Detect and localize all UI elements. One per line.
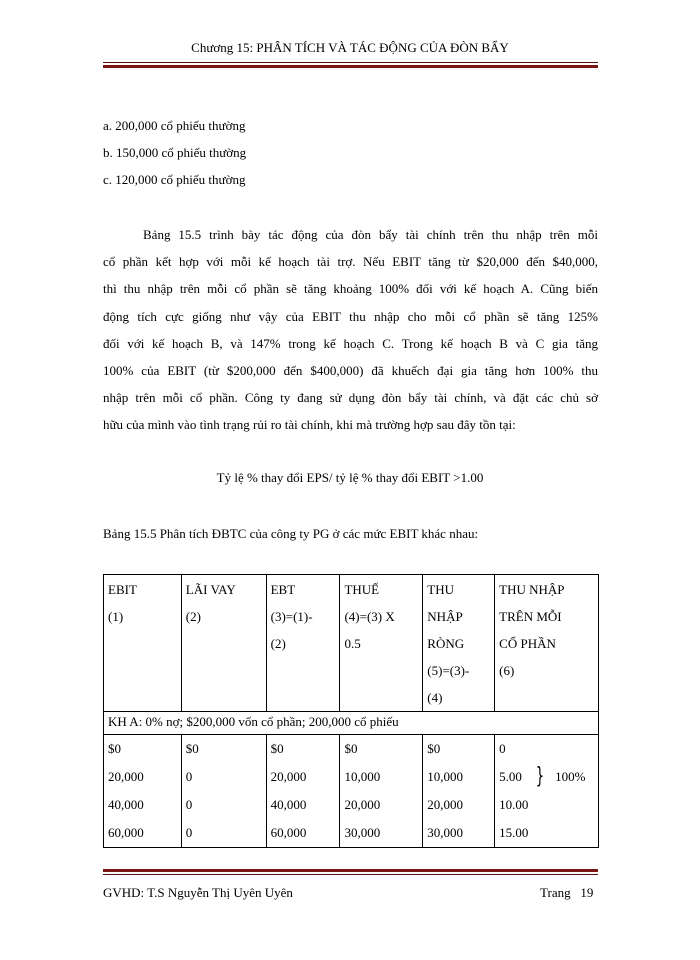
- header-text: THU: [427, 582, 455, 597]
- plan-a-row: [104, 712, 599, 735]
- page-header-title: Chương 15: PHÂN TÍCH VÀ TÁC ĐỘNG CỦA ĐÒN BẨY: [191, 40, 509, 55]
- option-b: b. 150,000 cổ phiếu thường: [103, 145, 247, 160]
- brace-icon: }: [535, 764, 545, 789]
- header-eps: [495, 575, 599, 712]
- col-ebt: [266, 735, 340, 848]
- cell-value: 10.00: [499, 797, 529, 812]
- cell-value: $0: [185, 741, 199, 756]
- col-ebit: [104, 735, 182, 848]
- paragraph-line: Bảng 15.5 trình bày tác động của đòn bẩy tài chính trên thu nhập trên mỗi: [143, 227, 598, 242]
- cell-value: 60,000: [270, 825, 307, 840]
- page-label: Trang: [540, 885, 571, 900]
- eps-change-group: [499, 763, 594, 791]
- header-text: (4)=(3) X: [344, 609, 395, 624]
- table-data-row: [104, 735, 599, 848]
- cell-value: 15.00: [499, 825, 529, 840]
- cell-value: 60,000: [108, 825, 144, 840]
- header-text: TRÊN MỖI: [499, 609, 562, 624]
- header-ebit: [104, 575, 182, 712]
- cell-value: 0: [185, 797, 193, 812]
- paragraph-line: cổ phần kết hợp với mỗi kế hoạch tài trợ. Nếu EBIT tăng từ $20,000 đến $40,000,: [103, 254, 598, 270]
- cell-value: $0: [427, 741, 441, 756]
- header-text: (2): [270, 636, 286, 651]
- header-ebt: [266, 575, 340, 712]
- col-net-income: [423, 735, 495, 848]
- header-text: THU NHẬP: [499, 582, 565, 597]
- cell-value: 30,000: [344, 825, 381, 840]
- col-interest: [181, 735, 266, 848]
- header-text: EBIT: [108, 582, 137, 597]
- cell-value: 10,000: [344, 769, 381, 784]
- header-text: RÒNG: [427, 636, 465, 651]
- header-text: (2): [185, 609, 201, 624]
- cell-value: 30,000: [427, 825, 464, 840]
- paragraph-line: đối với kế hoạch B, và 147% trong kế hoạch C. Trong kế hoạch B và C gia tăng: [103, 335, 598, 351]
- cell-value: 40,000: [108, 797, 144, 812]
- footer-page: [540, 885, 593, 901]
- header-text: CỔ PHẦN: [499, 636, 556, 651]
- header-rule-thick: [103, 65, 598, 68]
- header-text: 0.5: [344, 636, 361, 651]
- header-text: (4): [427, 690, 443, 705]
- footer-rule-thin: [103, 874, 598, 875]
- cell-value: 0: [499, 741, 506, 756]
- col-tax: [340, 735, 423, 848]
- paragraph-line: thì thu nhập trên mỗi cổ phần sẽ tăng khoảng 100% đối với kế hoạch A. Cũng biến: [103, 281, 598, 297]
- footer-rule-thick: [103, 869, 598, 872]
- cell-value: 20,000: [344, 797, 381, 812]
- header-text: THUẾ: [344, 582, 380, 597]
- cell-value: 20,000: [427, 797, 464, 812]
- cell-value: 10,000: [427, 769, 464, 784]
- table-header-row: [104, 575, 599, 712]
- option-c: c. 120,000 cổ phiếu thường: [103, 172, 246, 187]
- option-a: a. 200,000 cổ phiếu thường: [103, 118, 246, 133]
- header-text: (5)=(3)-: [427, 663, 470, 678]
- cell-value: 0: [185, 769, 193, 784]
- leverage-formula: Tỷ lệ % thay đổi EPS/ tỷ lệ % thay đổi EBIT >1.00: [216, 470, 484, 485]
- header-rule-thin: [103, 62, 598, 63]
- cell-value: 5.00: [499, 769, 522, 784]
- cell-value: $0: [270, 741, 284, 756]
- header-net-income: [423, 575, 495, 712]
- paragraph-line: động tích cực giống như vậy của EBIT thu nhập cho mỗi cổ phần sẽ tăng 125%: [103, 308, 598, 324]
- header-text: EBT: [270, 582, 296, 597]
- paragraph-line: hữu của mình vào tình trạng rủi ro tài chính, khi mà trường hợp sau đây tồn tại:: [103, 417, 516, 433]
- footer-instructor: GVHD: T.S Nguyễn Thị Uyên Uyên: [103, 885, 293, 900]
- eps-change-annotation: 100%: [555, 769, 586, 784]
- cell-value: 40,000: [270, 797, 307, 812]
- header-tax: [340, 575, 423, 712]
- header-text: (3)=(1)-: [270, 609, 313, 624]
- body-paragraph: [103, 221, 598, 439]
- header-interest: [181, 575, 266, 712]
- header-text: (1): [108, 609, 124, 624]
- cell-value: 20,000: [270, 769, 307, 784]
- leverage-table: [103, 574, 599, 848]
- cell-value: $0: [344, 741, 358, 756]
- paragraph-line: 100% của EBIT (từ $200,000 đến $400,000) đã khuếch đại gia tăng hơn 100% thu: [103, 363, 598, 379]
- header-text: NHẬP: [427, 609, 463, 624]
- cell-value: 20,000: [108, 769, 144, 784]
- table-caption: Bảng 15.5 Phân tích ĐBTC của công ty PG ở các mức EBIT khác nhau:: [103, 526, 479, 541]
- header-text: (6): [499, 663, 515, 678]
- paragraph-line: nhập trên mỗi cổ phần. Công ty đang sử dụng đòn bẩy tài chính, và đặt các chủ sở: [103, 390, 598, 406]
- col-eps: [495, 735, 599, 848]
- cell-value: 0: [185, 825, 193, 840]
- header-text: LÃI VAY: [185, 582, 236, 597]
- page-number: 19: [580, 885, 594, 900]
- plan-a-label: KH A: 0% nợ; $200,000 vốn cổ phần; 200,000 cổ phiếu: [104, 712, 599, 735]
- cell-value: $0: [108, 741, 121, 756]
